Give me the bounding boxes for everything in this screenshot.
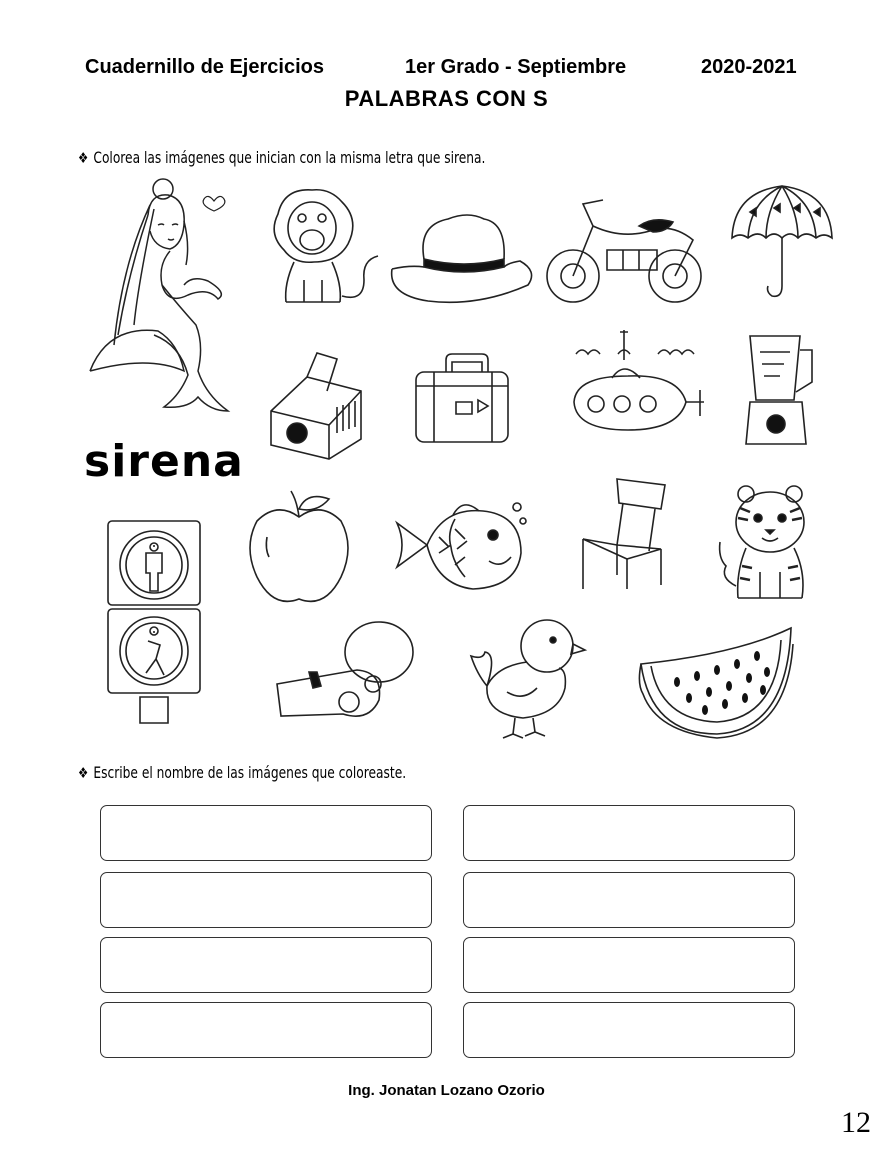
- diamond-bullet-icon: ❖: [78, 764, 89, 782]
- answer-box-5[interactable]: [100, 937, 432, 993]
- diamond-bullet-icon: ❖: [78, 149, 89, 167]
- header-workbook-title: Cuadernillo de Ejercicios: [85, 56, 324, 78]
- instruction-write: [78, 763, 406, 782]
- answer-box-8[interactable]: [463, 1002, 795, 1058]
- tigre-icon[interactable]: [716, 482, 824, 604]
- pez-icon[interactable]: [393, 493, 530, 595]
- pollito-icon[interactable]: [467, 614, 587, 740]
- answer-box-2[interactable]: [463, 805, 795, 861]
- leon-icon[interactable]: [264, 184, 382, 312]
- instruction-color-text: Colorea las imágenes que inician con la misma letra que sirena.: [93, 148, 486, 167]
- sombrero-icon[interactable]: [388, 205, 538, 305]
- answer-box-3[interactable]: [100, 872, 432, 928]
- licuadora-icon[interactable]: [740, 332, 818, 448]
- header-grade-month: 1er Grado - Septiembre: [405, 56, 627, 78]
- page-title: PALABRAS CON S: [344, 86, 549, 111]
- sombrilla-icon[interactable]: [730, 182, 834, 300]
- answer-box-7[interactable]: [100, 1002, 432, 1058]
- author-credit: Ing. Jonatan Lozano Ozorio: [348, 1082, 545, 1099]
- maleta-icon[interactable]: [412, 352, 512, 446]
- manzana-icon[interactable]: [247, 487, 351, 609]
- silla-icon[interactable]: [577, 475, 667, 593]
- answer-box-1[interactable]: [100, 805, 432, 861]
- silbato-icon[interactable]: [273, 618, 415, 722]
- sandia-icon[interactable]: [637, 624, 794, 740]
- instruction-color: [78, 148, 485, 167]
- answer-box-6[interactable]: [463, 937, 795, 993]
- moto-icon[interactable]: [543, 190, 708, 312]
- sacapuntas-icon[interactable]: [267, 347, 367, 463]
- semaforo-icon[interactable]: [104, 519, 204, 725]
- page-number: 12: [841, 1106, 871, 1139]
- submarino-icon[interactable]: [568, 326, 713, 446]
- instruction-write-text: Escribe el nombre de las imágenes que coloreaste.: [93, 763, 407, 782]
- answer-box-4[interactable]: [463, 872, 795, 928]
- sirena-icon[interactable]: [88, 175, 236, 415]
- header-school-year: 2020-2021: [701, 56, 797, 78]
- model-word: sirena: [84, 436, 244, 487]
